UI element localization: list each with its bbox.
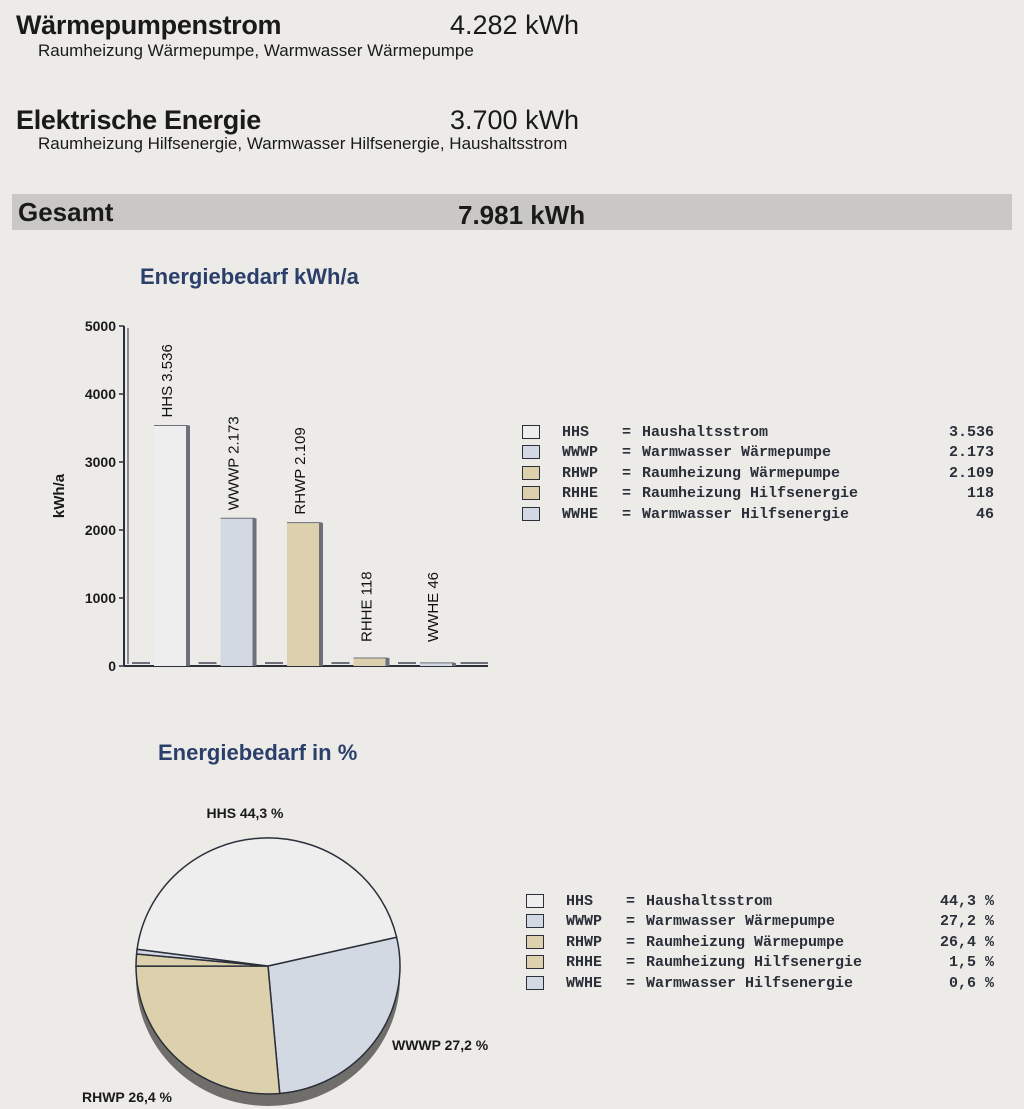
legend-swatch bbox=[526, 976, 544, 990]
bar-rhwp bbox=[287, 523, 321, 666]
legend-row-hhs bbox=[522, 424, 994, 444]
y-axis-label: kWh/a bbox=[51, 473, 68, 519]
legend-row-rhhe bbox=[526, 954, 994, 974]
legend-eq: = bbox=[622, 505, 632, 523]
bar-data-label-rhwp: RHWP 2.109 bbox=[292, 427, 309, 515]
bar-wwwp bbox=[221, 518, 255, 666]
legend-desc: Raumheizung Hilfsenergie bbox=[642, 485, 859, 503]
legend-row-wwhe bbox=[526, 975, 994, 995]
legend-code: RHHE bbox=[562, 485, 599, 503]
legend-value: 44,3 % bbox=[939, 893, 994, 910]
bar-chart-title: Energiebedarf kWh/a bbox=[140, 264, 359, 289]
legend-code: WWHE bbox=[566, 974, 603, 992]
legend-swatch bbox=[522, 425, 540, 439]
legend-desc: Warmwasser Wärmepumpe bbox=[642, 444, 832, 462]
legend-swatch bbox=[522, 445, 540, 459]
pie-label-rhwp: RHWP 26,4 % bbox=[82, 1089, 172, 1105]
legend-row-wwwp bbox=[526, 913, 994, 933]
legend-desc: Warmwasser Hilfsenergie bbox=[646, 974, 854, 992]
legend-swatch bbox=[522, 507, 540, 521]
legend-eq: = bbox=[626, 913, 636, 931]
legend-row-hhs bbox=[526, 893, 994, 913]
legend-desc: Raumheizung Hilfsenergie bbox=[646, 954, 863, 972]
waermepumpenstrom-title: Wärmepumpenstrom bbox=[16, 10, 282, 40]
y-tick-label: 1000 bbox=[84, 590, 116, 606]
legend-value: 3.536 bbox=[948, 424, 994, 441]
y-tick-label: 2000 bbox=[84, 522, 116, 538]
y-tick-label: 3000 bbox=[84, 454, 116, 470]
bar-rhhe bbox=[354, 658, 388, 666]
legend-value: 0,6 % bbox=[948, 974, 994, 992]
legend-eq: = bbox=[626, 974, 636, 992]
pie-label-hhs: HHS 44,3 % bbox=[206, 805, 284, 821]
legend-swatch bbox=[526, 935, 544, 949]
pie-chart-title: Energiebedarf in % bbox=[158, 740, 358, 765]
bar-data-label-wwhe: WWHE 46 bbox=[425, 571, 442, 642]
waermepumpenstrom-subtitle: Raumheizung Wärmepumpe, Warmwasser Wärmepumpe bbox=[38, 41, 474, 60]
legend-value: 2.109 bbox=[948, 464, 994, 482]
bar-legend bbox=[522, 424, 994, 526]
elektrische-energie-value: 3.700 kWh bbox=[450, 105, 580, 135]
legend-swatch bbox=[522, 486, 540, 500]
legend-row-rhwp bbox=[526, 934, 994, 954]
elektrische-energie-subtitle: Raumheizung Hilfsenergie, Warmwasser Hilfsenergie, Haushaltsstrom bbox=[38, 134, 568, 153]
pie-chart bbox=[0, 790, 520, 1109]
legend-eq: = bbox=[622, 485, 632, 503]
bar-data-label-rhhe: RHHE 118 bbox=[358, 571, 376, 642]
pie-label-wwwp: WWWP 27,2 % bbox=[392, 1037, 489, 1053]
legend-desc: Warmwasser Hilfsenergie bbox=[642, 505, 850, 523]
legend-swatch bbox=[522, 466, 540, 480]
legend-eq: = bbox=[622, 444, 632, 462]
legend-code: WWWP bbox=[562, 444, 599, 462]
legend-row-wwhe bbox=[522, 506, 994, 526]
bar-chart bbox=[0, 300, 520, 700]
legend-desc: Raumheizung Wärmepumpe bbox=[642, 464, 841, 482]
legend-code: RHWP bbox=[562, 464, 599, 482]
legend-row-rhwp bbox=[522, 465, 994, 485]
legend-value: 27,2 % bbox=[939, 913, 994, 931]
legend-desc: Warmwasser Wärmepumpe bbox=[646, 913, 836, 931]
legend-swatch bbox=[526, 914, 544, 928]
waermepumpenstrom-value: 4.282 kWh bbox=[450, 10, 580, 40]
legend-eq: = bbox=[626, 954, 636, 972]
legend-value: 118 bbox=[966, 485, 994, 503]
legend-eq: = bbox=[626, 933, 636, 951]
legend-code: RHWP bbox=[566, 933, 603, 951]
y-tick-label: 0 bbox=[108, 658, 116, 674]
gesamt-value: 7.981 kWh bbox=[458, 200, 586, 230]
elektrische-energie-title: Elektrische Energie bbox=[16, 105, 261, 135]
legend-value: 1,5 % bbox=[948, 954, 994, 972]
legend-row-rhhe bbox=[522, 485, 994, 505]
legend-code: WWHE bbox=[562, 505, 599, 523]
legend-value: 2.173 bbox=[948, 444, 994, 462]
legend-swatch bbox=[526, 894, 544, 908]
legend-desc: Haushaltsstrom bbox=[642, 424, 769, 441]
bar-data-label-hhs: HHS 3.536 bbox=[159, 344, 176, 418]
legend-row-wwwp bbox=[522, 444, 994, 464]
y-tick-label: 5000 bbox=[84, 318, 116, 334]
legend-code: HHS bbox=[562, 424, 590, 441]
legend-value: 46 bbox=[975, 505, 994, 523]
legend-eq: = bbox=[622, 464, 632, 482]
pie-legend bbox=[526, 893, 994, 995]
legend-code: RHHE bbox=[566, 954, 603, 972]
bar-data-label-wwwp: WWWP 2.173 bbox=[225, 416, 243, 511]
legend-eq: = bbox=[622, 424, 632, 441]
bar-hhs bbox=[154, 426, 188, 666]
pie-slice-rhwp bbox=[136, 966, 280, 1094]
legend-desc: Haushaltsstrom bbox=[646, 893, 773, 910]
y-tick-label: 4000 bbox=[84, 386, 116, 402]
legend-desc: Raumheizung Wärmepumpe bbox=[646, 933, 845, 951]
legend-code: WWWP bbox=[566, 913, 603, 931]
legend-swatch bbox=[526, 955, 544, 969]
gesamt-label: Gesamt bbox=[18, 197, 114, 227]
legend-value: 26,4 % bbox=[939, 933, 994, 951]
legend-eq: = bbox=[626, 893, 636, 910]
legend-code: HHS bbox=[566, 893, 594, 910]
